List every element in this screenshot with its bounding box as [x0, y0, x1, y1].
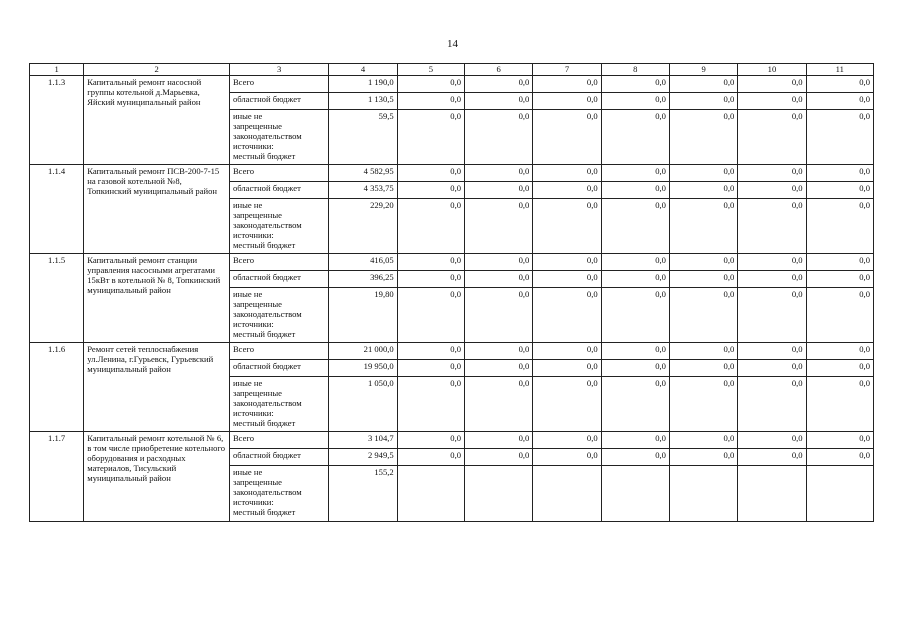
local-value: 0,0: [465, 110, 533, 165]
source-other-label-line: источники:: [232, 230, 274, 240]
local-value: 0,0: [806, 288, 873, 343]
total-value: 0,0: [669, 343, 737, 360]
regional-value: 0,0: [806, 182, 873, 199]
budget-table: [29, 63, 874, 522]
table-row: [30, 165, 874, 182]
local-value: 0,0: [669, 288, 737, 343]
total-value: 0,0: [465, 254, 533, 271]
column-number-header: 2: [84, 64, 230, 76]
source-regional-label: областной бюджет: [229, 449, 328, 466]
local-value: 0,0: [465, 288, 533, 343]
total-value: 0,0: [669, 432, 737, 449]
regional-value: 19 950,0: [329, 360, 397, 377]
source-other-label-line: запрещенные: [232, 477, 282, 487]
source-other-local-label: [229, 199, 328, 254]
source-local-label: местный бюджет: [232, 329, 296, 339]
column-number-header: 6: [465, 64, 533, 76]
total-value: 0,0: [533, 432, 601, 449]
total-value: 0,0: [465, 432, 533, 449]
total-value: 0,0: [533, 343, 601, 360]
local-value: 0,0: [669, 377, 737, 432]
total-value: 0,0: [601, 254, 669, 271]
local-value: 229,20: [329, 199, 397, 254]
total-value: 0,0: [738, 343, 806, 360]
total-value: 0,0: [533, 165, 601, 182]
source-other-label-line: законодательством: [232, 309, 302, 319]
regional-value: 0,0: [738, 182, 806, 199]
table-row: [30, 432, 874, 449]
total-value: 416,05: [329, 254, 397, 271]
local-value: 0,0: [465, 377, 533, 432]
total-value: 0,0: [465, 165, 533, 182]
source-regional-label: областной бюджет: [229, 360, 328, 377]
regional-value: 0,0: [601, 449, 669, 466]
total-value: 0,0: [533, 254, 601, 271]
source-other-label-line: запрещенные: [232, 388, 282, 398]
total-value: 4 582,95: [329, 165, 397, 182]
regional-value: 0,0: [806, 93, 873, 110]
local-value: 0,0: [806, 377, 873, 432]
total-value: 0,0: [397, 165, 464, 182]
column-number-row: [30, 64, 874, 76]
total-value: 1 190,0: [329, 76, 397, 93]
column-number-header: 10: [738, 64, 806, 76]
regional-value: 0,0: [601, 93, 669, 110]
total-value: 0,0: [465, 343, 533, 360]
regional-value: 1 130,5: [329, 93, 397, 110]
local-value: [738, 466, 806, 522]
page-number: 14: [447, 38, 458, 50]
local-value: 0,0: [397, 199, 464, 254]
source-other-label-line: законодательством: [232, 220, 302, 230]
total-value: 0,0: [806, 165, 873, 182]
source-other-label-line: иные не: [232, 200, 263, 210]
source-regional-label: областной бюджет: [229, 93, 328, 110]
source-other-local-label: [229, 377, 328, 432]
item-name: Капитальный ремонт ПСВ-200-7-15 на газовой котельной №8, Топкинский муниципальный район: [84, 165, 230, 254]
local-value: 0,0: [533, 199, 601, 254]
local-value: 0,0: [738, 377, 806, 432]
source-regional-label: областной бюджет: [229, 182, 328, 199]
regional-value: 0,0: [669, 360, 737, 377]
source-total-label: Всего: [229, 343, 328, 360]
item-code: 1.1.7: [30, 432, 84, 522]
item-code: 1.1.5: [30, 254, 84, 343]
total-value: 0,0: [601, 76, 669, 93]
regional-value: 0,0: [397, 182, 464, 199]
source-local-label: местный бюджет: [232, 240, 296, 250]
total-value: 0,0: [669, 165, 737, 182]
local-value: 0,0: [533, 110, 601, 165]
item-code: 1.1.4: [30, 165, 84, 254]
local-value: 0,0: [738, 199, 806, 254]
item-name: Капитальный ремонт насосной группы котельной д.Марьевка, Яйский муниципальный район: [84, 76, 230, 165]
source-other-label-line: иные не: [232, 111, 263, 121]
total-value: 0,0: [397, 76, 464, 93]
source-total-label: Всего: [229, 165, 328, 182]
column-number-header: 3: [229, 64, 328, 76]
local-value: 0,0: [738, 110, 806, 165]
source-regional-label: областной бюджет: [229, 271, 328, 288]
local-value: [806, 466, 873, 522]
column-number-header: 11: [806, 64, 873, 76]
regional-value: 0,0: [669, 271, 737, 288]
source-other-label-line: источники:: [232, 497, 274, 507]
regional-value: 0,0: [397, 449, 464, 466]
regional-value: 0,0: [806, 271, 873, 288]
column-number-header: 1: [30, 64, 84, 76]
regional-value: 0,0: [397, 360, 464, 377]
item-code: 1.1.6: [30, 343, 84, 432]
source-other-local-label: [229, 110, 328, 165]
local-value: 0,0: [601, 199, 669, 254]
total-value: 0,0: [601, 165, 669, 182]
regional-value: 2 949,5: [329, 449, 397, 466]
local-value: 0,0: [669, 199, 737, 254]
local-value: [669, 466, 737, 522]
regional-value: 0,0: [669, 182, 737, 199]
local-value: 0,0: [533, 288, 601, 343]
column-number-header: 7: [533, 64, 601, 76]
item-name: Ремонт сетей теплоснабжения ул.Ленина, г.Гурьевск, Гурьевский муниципальный район: [84, 343, 230, 432]
total-value: 0,0: [397, 343, 464, 360]
regional-value: 396,25: [329, 271, 397, 288]
regional-value: 0,0: [465, 182, 533, 199]
source-other-label-line: иные не: [232, 378, 263, 388]
table-row: [30, 343, 874, 360]
total-value: 0,0: [397, 254, 464, 271]
source-total-label: Всего: [229, 254, 328, 271]
total-value: 0,0: [806, 432, 873, 449]
source-other-local-label: [229, 288, 328, 343]
total-value: 0,0: [397, 432, 464, 449]
regional-value: 0,0: [533, 182, 601, 199]
local-value: [533, 466, 601, 522]
local-value: 0,0: [397, 288, 464, 343]
source-total-label: Всего: [229, 432, 328, 449]
regional-value: 4 353,75: [329, 182, 397, 199]
total-value: 0,0: [669, 76, 737, 93]
total-value: 0,0: [669, 254, 737, 271]
source-other-label-line: запрещенные: [232, 210, 282, 220]
regional-value: 0,0: [533, 449, 601, 466]
source-other-label-line: запрещенные: [232, 121, 282, 131]
local-value: 0,0: [806, 110, 873, 165]
table-row: [30, 254, 874, 271]
source-other-label-line: источники:: [232, 141, 274, 151]
total-value: 0,0: [806, 76, 873, 93]
regional-value: 0,0: [806, 360, 873, 377]
total-value: 0,0: [533, 76, 601, 93]
source-local-label: местный бюджет: [232, 418, 296, 428]
local-value: 0,0: [397, 377, 464, 432]
regional-value: 0,0: [533, 93, 601, 110]
local-value: [601, 466, 669, 522]
total-value: 0,0: [601, 343, 669, 360]
column-number-header: 9: [669, 64, 737, 76]
table-row: [30, 76, 874, 93]
regional-value: 0,0: [806, 449, 873, 466]
local-value: 0,0: [669, 110, 737, 165]
source-other-local-label: [229, 466, 328, 522]
total-value: 21 000,0: [329, 343, 397, 360]
local-value: 155,2: [329, 466, 397, 522]
local-value: 19,80: [329, 288, 397, 343]
source-local-label: местный бюджет: [232, 507, 296, 517]
regional-value: 0,0: [738, 93, 806, 110]
local-value: 0,0: [465, 199, 533, 254]
local-value: 0,0: [601, 288, 669, 343]
local-value: [465, 466, 533, 522]
local-value: 1 050,0: [329, 377, 397, 432]
regional-value: 0,0: [601, 271, 669, 288]
local-value: 59,5: [329, 110, 397, 165]
source-other-label-line: иные не: [232, 467, 263, 477]
total-value: 0,0: [738, 254, 806, 271]
regional-value: 0,0: [601, 360, 669, 377]
source-other-label-line: источники:: [232, 408, 274, 418]
local-value: 0,0: [806, 199, 873, 254]
source-other-label-line: законодательством: [232, 131, 302, 141]
local-value: 0,0: [397, 110, 464, 165]
regional-value: 0,0: [669, 93, 737, 110]
source-other-label-line: запрещенные: [232, 299, 282, 309]
local-value: 0,0: [533, 377, 601, 432]
regional-value: 0,0: [465, 271, 533, 288]
regional-value: 0,0: [465, 360, 533, 377]
local-value: [397, 466, 464, 522]
regional-value: 0,0: [533, 360, 601, 377]
column-number-header: 8: [601, 64, 669, 76]
total-value: 0,0: [601, 432, 669, 449]
local-value: 0,0: [738, 288, 806, 343]
total-value: 0,0: [738, 76, 806, 93]
regional-value: 0,0: [397, 271, 464, 288]
regional-value: 0,0: [533, 271, 601, 288]
source-other-label-line: законодательством: [232, 398, 302, 408]
source-other-label-line: источники:: [232, 319, 274, 329]
total-value: 0,0: [738, 432, 806, 449]
column-number-header: 4: [329, 64, 397, 76]
total-value: 3 104,7: [329, 432, 397, 449]
regional-value: 0,0: [601, 182, 669, 199]
regional-value: 0,0: [669, 449, 737, 466]
regional-value: 0,0: [738, 360, 806, 377]
column-number-header: 5: [397, 64, 464, 76]
total-value: 0,0: [738, 165, 806, 182]
regional-value: 0,0: [397, 93, 464, 110]
source-local-label: местный бюджет: [232, 151, 296, 161]
item-name: Капитальный ремонт котельной № 6, в том числе приобретение котельного оборудования и расходных материалов, Тисульский муниципальный район: [84, 432, 230, 522]
total-value: 0,0: [465, 76, 533, 93]
source-other-label-line: иные не: [232, 289, 263, 299]
local-value: 0,0: [601, 110, 669, 165]
local-value: 0,0: [601, 377, 669, 432]
item-name: Капитальный ремонт станции управления насосными агрегатами 15кВт в котельной № 8, Топкинский муниципальный район: [84, 254, 230, 343]
source-total-label: Всего: [229, 76, 328, 93]
source-other-label-line: законодательством: [232, 487, 302, 497]
total-value: 0,0: [806, 254, 873, 271]
regional-value: 0,0: [465, 449, 533, 466]
regional-value: 0,0: [738, 271, 806, 288]
item-code: 1.1.3: [30, 76, 84, 165]
regional-value: 0,0: [738, 449, 806, 466]
regional-value: 0,0: [465, 93, 533, 110]
total-value: 0,0: [806, 343, 873, 360]
